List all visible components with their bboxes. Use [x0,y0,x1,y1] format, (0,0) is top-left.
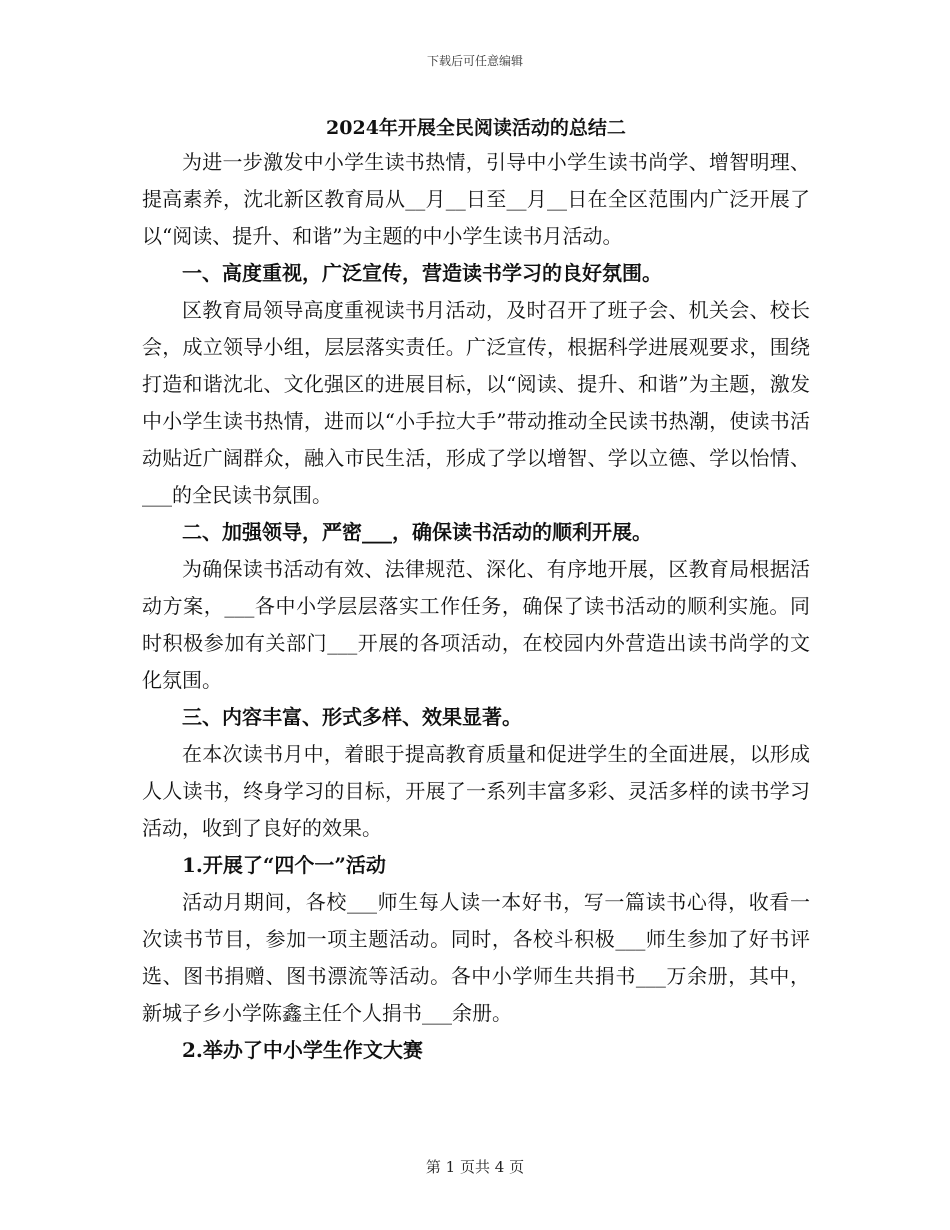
subsection-heading-2: 2.举办了中小学生作文大赛 [182,1038,423,1062]
section-heading-2: 二、加强领导，严密___，确保读书活动的顺利开展。 [182,520,652,544]
section-heading-1: 一、高度重视，广泛宣传，营造读书学习的良好氛围。 [182,261,662,285]
section-2-paragraph: 为确保读书活动有效、法律规范、深化、有序地开展，区教育局根据活动方案，___各中小学层层落实工作任务，确保了读书活动的顺利实施。同时积极参加有关部门___开展的各项活动，在校园内外营造出读书尚学的文化氛围。 [142,557,810,692]
section-heading-3: 三、内容丰富、形式多样、效果显著。 [182,705,522,729]
page-header-note: 下载后可任意编辑 [426,54,523,68]
intro-paragraph: 为进一步激发中小学生读书热情，引导中小学生读书尚学、增智明理、提高素养，沈北新区教育局从__月__日至__月__日在全区范围内广泛开展了以“阅读、提升、和谐”为主题的中小学生读书月活动。 [142,150,810,248]
document-body [142,112,810,1069]
subsection-heading-1: 1.开展了“四个一”活动 [182,853,386,877]
section-3-paragraph: 在本次读书月中，着眼于提高教育质量和促进学生的全面进展，以形成人人读书，终身学习的目标，开展了一系列丰富多彩、灵活多样的读书学习活动，收到了良好的效果。 [142,742,810,840]
section-1-paragraph: 区教育局领导高度重视读书月活动，及时召开了班子会、机关会、校长会，成立领导小组，层层落实责任。广泛宣传，根据科学进展观要求，围绕打造和谐沈北、文化强区的进展目标，以“阅读、提升、和谐”为主题，激发中小学生读书热情，进而以“小手拉大手”带动推动全民读书热潮，使读书活动贴近广阔群众，融入市民生活，形成了学以增智、学以立德、学以怡情、___的全民读书氛围。 [142,298,810,507]
page-number: 第 1 页共 4 页 [425,1158,525,1176]
subsection-1-paragraph: 活动月期间，各校___师生每人读一本好书，写一篇读书心得，收看一次读书节目，参加一项主题活动。同时，各校斗积极___师生参加了好书评选、图书捐赠、图书漂流等活动。各中小学师生共捐书___万余册，其中，新城子乡小学陈鑫主任个人捐书___余册。 [142,890,810,1025]
document-title: 2024年开展全民阅读活动的总结二 [326,117,626,139]
